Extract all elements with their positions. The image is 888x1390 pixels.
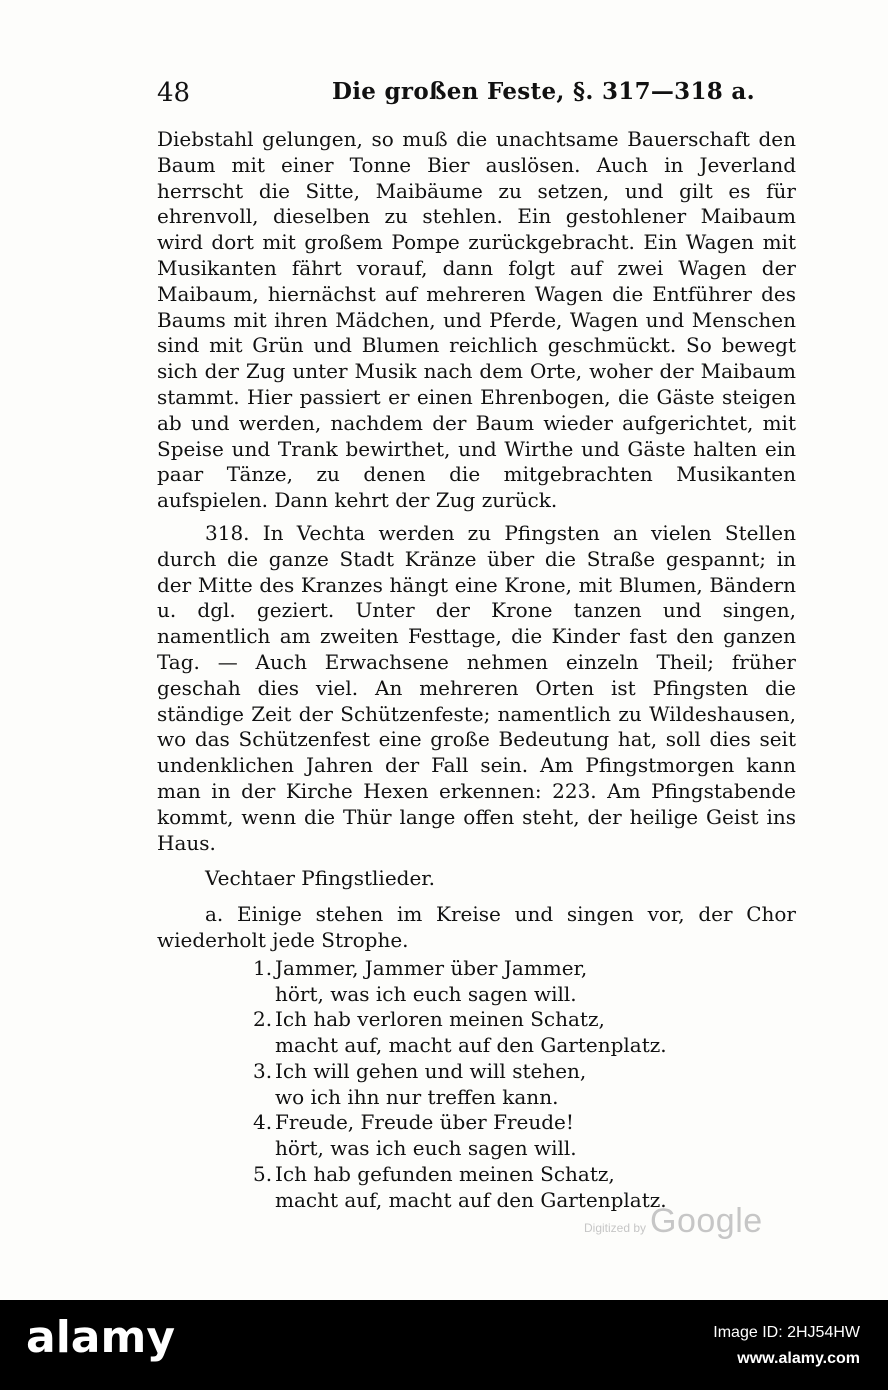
stanza [253,1110,796,1162]
stanza-line: Ich hab gefunden meinen Schatz, [275,1162,615,1187]
image-id: Image ID: 2HJ54HW [713,1324,860,1341]
paragraph-318: 318. In Vechta werden zu Pfingsten an vielen Stellen durch die ganze Stadt Kränze über die Straße gespannt; in der Mitte des Kranzes hängt eine Krone, mit Blumen, Bändern u. dgl. geziert. Unter der Krone tanzen und singen, namentlich am zweiten Festtage, die Kinder fast den ganzen Tag. — Auch Erwachsene nehmen einzeln Theil; früher geschah dies viel. An mehreren Orten ist Pfingsten die ständige Zeit der Schützenfeste; namentlich zu Wildeshausen, wo das Schützenfest eine große Bedeutung hat, soll dies seit undenklichen Jahren der Fall sein. Am Pfingstmorgen kann man in der Kirche Hexen erkennen: 223. Am Pfingstabende kommt, wenn die Thür lange offen steht, der heilige Geist ins Haus. [157,520,796,855]
stanza-number: 4. [253,1110,273,1135]
stanza-line: macht auf, macht auf den Gartenplatz. [275,1187,667,1212]
image-meta [713,1320,860,1372]
running-head: Die großen Feste, §. 317—318 a. [332,78,755,105]
stanza-line: macht auf, macht auf den Gartenplatz. [275,1033,667,1058]
stanza-line: Ich hab verloren meinen Schatz, [275,1007,605,1032]
google-watermark [584,1202,763,1241]
google-logo: Google [650,1202,763,1240]
stanza-number: 1. [253,955,273,980]
stanza-list [157,956,796,1214]
page-header [157,78,797,108]
stanza [253,1007,796,1059]
alamy-logo: alamy [26,1312,175,1363]
stanza-line: wo ich ihn nur treffen kann. [275,1084,559,1109]
body-text [157,127,796,1214]
stanza-line: Ich will gehen und will stehen, [275,1058,587,1083]
section-heading: Vechtaer Pfingstlieder. [205,866,436,891]
page-number: 48 [157,78,191,108]
stanza-line: hört, was ich euch sagen will. [275,981,577,1006]
stanza-line: Freude, Freude über Freude! [275,1110,574,1135]
stanza-number: 5. [253,1162,273,1187]
stanza [253,1059,796,1111]
song-instruction: a. Einige stehen im Kreise und singen vor, der Chor wiederholt jede Strophe. [157,902,796,952]
stanza-line: hört, was ich euch sagen will. [275,1136,577,1161]
stanza-line: Jammer, Jammer über Jammer, [275,955,588,980]
stanza [253,956,796,1008]
alamy-url[interactable]: www.alamy.com [737,1350,860,1367]
digitized-by-text: Digitized by [584,1221,647,1235]
stanza-number: 2. [253,1007,273,1032]
alamy-footer [0,1300,888,1390]
stanza-number: 3. [253,1058,273,1083]
paragraph-maibaum: Diebstahl gelungen, so muß die unachtsame Bauerschaft den Baum mit einer Tonne Bier auslösen. Auch in Jeverland herrscht die Sitte, Maibäume zu setzen, und gilt es für ehrenvoll, dieselben zu stehlen. Ein gestohlener Maibaum wird dort mit großem Pompe zurückgebracht. Ein Wagen mit Musikanten fährt vorauf, dann folgt auf zwei Wagen der Maibaum, hiernächst auf mehreren Wagen die Entführer des Baums mit ihren Mädchen, und Pferde, Wagen und Menschen sind mit Grün und Blumen reichlich geschmückt. So bewegt sich der Zug unter Musik nach dem Orte, woher der Maibaum stammt. Hier passiert er einen Ehrenbogen, die Gäste steigen ab und werden, nachdem der Baum wieder aufgerichtet, mit Speise und Trank bewirthet, und Wirthe und Gäste halten ein paar Tänze, zu denen die mitgebrachten Musikanten aufspielen. Dann kehrt der Zug zurück. [157,127,796,513]
